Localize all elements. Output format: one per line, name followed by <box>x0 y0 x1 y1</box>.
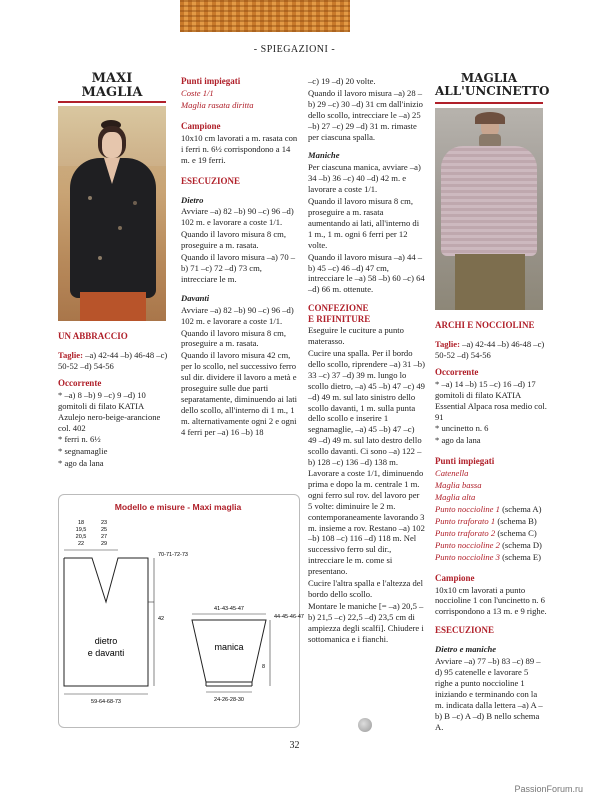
punto-item: Catenella <box>435 468 469 479</box>
paragraph: Quando il lavoro misura –a) 28 –b) 29 –c) 30 –d) 31 cm dall'inizio dello scollo, intrecciare le –a) 25 –b) 27 –c) 29 –d) 31 m. rimaste per ciascuna spalla. <box>308 87 423 142</box>
punto-item: Punto traforato 2 <box>435 527 496 538</box>
occorrente-item: * –a) 14 –b) 15 –c) 16 –d) 17 gomitoli di filato KATIA Essential Alpaca rosa medio col. 91 <box>435 378 547 422</box>
occorrente-item: * ago da lana <box>58 458 104 469</box>
dim-label: 70-71-72-73 <box>158 552 188 558</box>
paragraph: Avviare –a) 77 –b) 83 –c) 89 –d) 95 catenelle e lavorare 5 righe a punto noccioline 1 iniziando e terminando con la m. indicata dalla lettera –a) A –b) B –c) A –d) B nello schema A. <box>435 656 543 732</box>
dim-label: 23 <box>100 520 108 526</box>
occorrente-item: * uncinetto n. 6 <box>435 423 489 434</box>
punti-label: Punti impiegati <box>181 76 241 86</box>
dim-label: 18 <box>77 520 85 526</box>
occorrente-label: Occorrente <box>435 366 479 377</box>
esecuzione-label: ESECUZIONE <box>435 625 495 636</box>
watermark: PassionForum.ru <box>514 784 583 794</box>
paragraph: Quando il lavoro misura –a) 70 –b) 71 –c) 72 –d) 73 cm, intrecciare le m. <box>181 252 296 284</box>
campione-text: 10x10 cm lavorati a m. rasata con i ferri n. 6½ corrispondono a 14 m. e 19 ferri. <box>181 132 298 165</box>
dim-label: 22 <box>77 541 85 547</box>
occorrente-item: * ferri n. 6½ <box>58 434 101 445</box>
yarn-texture-banner <box>180 0 350 32</box>
dim-label: 59-64-68-73 <box>91 699 121 705</box>
punto-item: Coste 1/1 <box>181 88 214 98</box>
paragraph: Quando il lavoro misura 42 cm, per lo scollo, nel successivo ferro sul dir. dividere il lavoro a metà e proseguire sulle due parti separatamente, diminuendo ai lati dello scollo, all'interno di 1 m., 1 m. alternativamente ogni 2 e ogni 4 ferri per –a) 16 –b) 18 <box>181 350 297 437</box>
diagram-title: Modello e misure - Maxi maglia <box>114 502 242 512</box>
dim-label: 19,5 <box>75 527 87 533</box>
body-label: e davanti <box>87 648 125 658</box>
confezione-label: CONFEZIONE E RIFINITURE <box>308 303 371 325</box>
dim-label: 25 <box>100 527 108 533</box>
paragraph: Montare le maniche [= –a) 20,5 –b) 21,5 –c) 22,5 –d) 23,5 cm di ampiezza degli scalfi]. Chiudere i sottomanica e i fianchi. <box>308 600 424 644</box>
occorrente-label: Occorrente <box>58 377 102 388</box>
paragraph: Cucire l'altra spalla e l'altezza del bordo dello scollo. <box>308 578 423 599</box>
paragraph: Avviare –a) 82 –b) 90 –c) 96 –d) 102 m. e lavorare a coste 1/1. <box>181 206 294 228</box>
paragraph: Per ciascuna manica, avviare –a) 34 –b) 36 –c) 40 –d) 42 m. e lavorare a coste 1/1. <box>308 162 421 195</box>
campione-label: Campione <box>181 120 221 131</box>
punto-item: Maglia rasata diritta <box>181 99 254 110</box>
dim-label: 27 <box>100 534 108 540</box>
dietro-label: Dietro <box>181 194 204 205</box>
schema-ref: (schema B) <box>495 515 537 526</box>
right-title-rule <box>435 102 543 104</box>
schema-ref: (schema D) <box>499 539 542 550</box>
maxi-maglia-photo <box>58 106 166 321</box>
dim-label: 42 <box>158 616 165 622</box>
paragraph: Eseguire le cuciture a punto materasso. <box>308 325 404 347</box>
esecuzione-label: ESECUZIONE <box>181 175 241 186</box>
maniche-label: Maniche <box>308 150 340 161</box>
punti-list <box>435 468 547 562</box>
punti-label: Punti impiegati <box>435 456 495 467</box>
body-label: dietro <box>94 636 118 646</box>
taglie-text: –a) 42-44 –b) 46-48 –c) 50-52 –d) 54-56 <box>58 350 168 371</box>
occorrente-item: * segnamaglie <box>58 446 108 457</box>
taglie-label: Taglie: <box>58 350 83 360</box>
dim-label: 44-45-46-47 <box>274 614 304 620</box>
campione-text: 10x10 cm lavorati a punto noccioline 1 con l'uncinetto n. 6 corrispondono a 13 m. e 9 righe. <box>435 584 547 617</box>
paragraph: Cucire una spalla. Per il bordo dello scollo, riprendere –a) 31 –b) 33 –c) 37 –d) 39 m. lungo lo scollo dietro, –a) 45 –b) 47 –c) 49 –d) 49 m. sul lato sinistro dello scollo davanti, 1 m. sulla punta dello scollo e inserire 1 segnamaglie, –a) 45 –b) 47 –c) 49 –d) 49 m. sul lato destro dello scollo davanti. Ci sono –a) 122 –b) 128 –c) 136 –d) 138 m. Lavorare a coste 1/1, diminuendo prima e dopo la m. centrale 1 m. ogni ferro sul rov. del lavoro per 5 volte: diminuire le 2 m. contemporaneamente lavorando 3 m. insieme a rov. Restano –a) 102 –b) 108 –c) 116 –d) 118 m. Nel successivo ferro sul dir., intrecciare le m. come si presentano. <box>308 348 425 577</box>
occorrente-item: * –a) 8 –b) 9 –c) 9 –d) 10 gomitoli di filato KATIA Azulejo nero-beige-arancione col. 402 <box>58 389 161 433</box>
schematic-diagram <box>58 514 304 724</box>
paragraph: Quando il lavoro misura 8 cm, proseguire a m. rasata aumentando ai lati, all'interno di 1 m., 1 m. ogni 6 ferri per 12 volte. <box>308 196 420 250</box>
paragraph: Quando il lavoro misura 8 cm, proseguire a m. rasata. <box>181 327 287 349</box>
dim-label: 24-26-28-30 <box>214 697 244 703</box>
dim-label: 29 <box>100 541 108 547</box>
left-pattern-title: MAXI MAGLIA <box>81 71 143 100</box>
right-pattern-title: MAGLIA ALL'UNCINETTO <box>435 71 550 98</box>
sleeve-label: manica <box>214 642 244 652</box>
schema-ref: (schema A) <box>499 503 542 514</box>
dietro-maniche-label: Dietro e maniche <box>435 644 497 655</box>
maglia-uncinetto-photo <box>435 108 543 310</box>
punto-item: Punto noccioline 2 <box>435 539 500 550</box>
schema-ref: (schema C) <box>495 527 537 538</box>
right-subtitle: ARCHI E NOCCIOLINE <box>435 320 535 330</box>
section-title: - SPIEGAZIONI - <box>253 44 336 55</box>
punto-item: Maglia alta <box>435 492 476 503</box>
left-title-rule <box>58 101 166 103</box>
taglie-text: –a) 42-44 –b) 46-48 –c) 50-52 –d) 54-56 <box>435 339 545 360</box>
paragraph: Quando il lavoro misura 8 cm, proseguire a m. rasata. <box>181 229 287 251</box>
davanti-label: Davanti <box>181 292 210 303</box>
yarn-ball-icon <box>358 718 372 732</box>
occorrente-item: * ago da lana <box>435 435 481 446</box>
campione-label: Campione <box>435 572 475 583</box>
dim-label: 8 <box>262 664 266 670</box>
taglie-label: Taglie: <box>435 339 460 349</box>
schema-ref: (schema E) <box>499 551 541 562</box>
page-number: 32 <box>289 740 300 751</box>
punto-item: Punto noccioline 3 <box>435 551 500 562</box>
paragraph: –c) 19 –d) 20 volte. <box>308 76 376 86</box>
punto-item: Maglia bassa <box>435 480 482 491</box>
dim-label: 20,5 <box>75 534 87 540</box>
punto-item: Punto noccioline 1 <box>435 503 500 514</box>
punto-item: Punto traforato 1 <box>435 515 496 526</box>
paragraph: Avviare –a) 82 –b) 90 –c) 96 –d) 102 m. e lavorare a coste 1/1. <box>181 304 294 326</box>
left-subtitle: UN ABBRACCIO <box>58 331 128 341</box>
paragraph: Quando il lavoro misura –a) 44 –b) 45 –c) 46 –d) 47 cm, intrecciare le –a) 58 –b) 60 –c) 64 –d) 66 m. ottenute. <box>308 251 425 295</box>
dim-label: 41-43-45-47 <box>214 606 244 612</box>
